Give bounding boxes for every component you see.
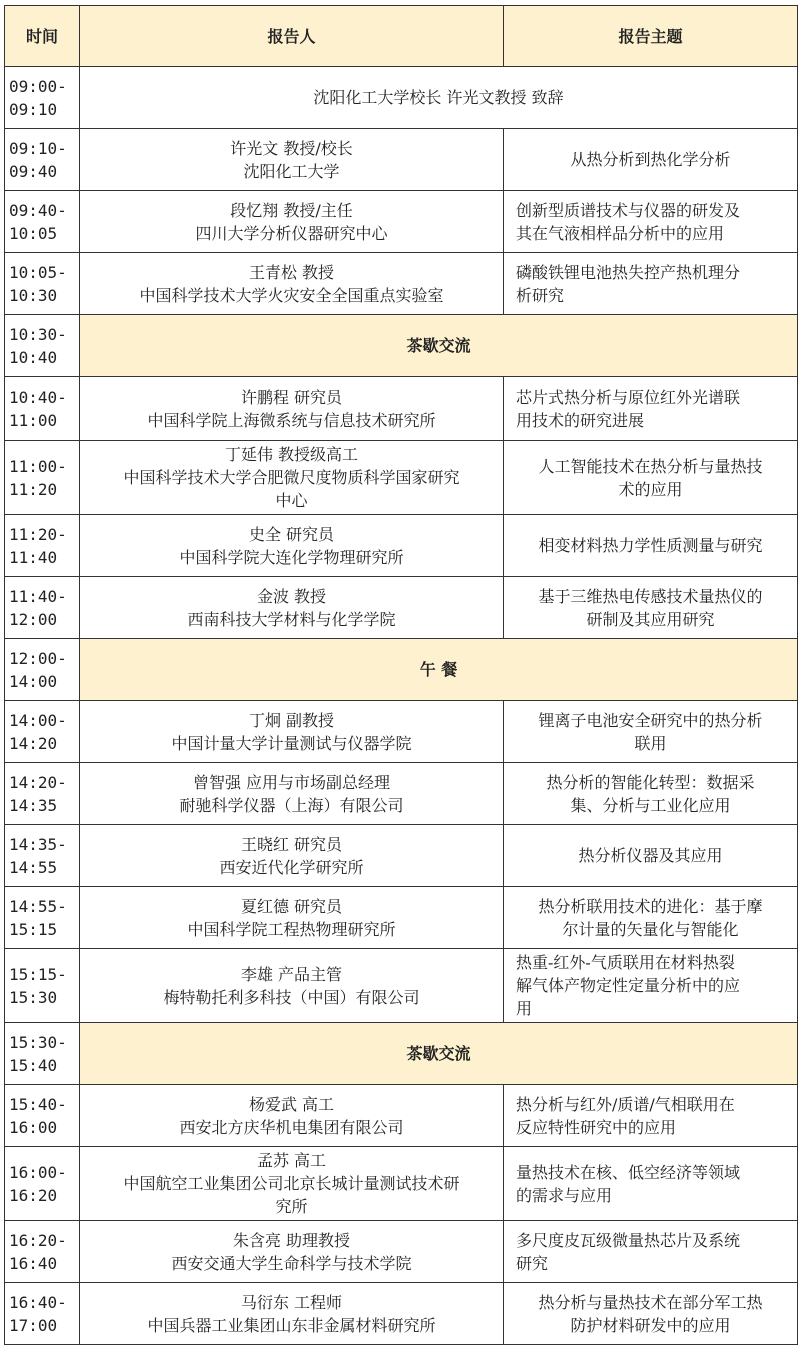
topic-cell — [504, 577, 798, 639]
speaker-line: 许光文 教授/校长 — [230, 138, 353, 158]
speaker-line: 丁炯 副教授 — [248, 710, 335, 730]
time-line: 14:20- — [9, 772, 67, 792]
topic-cell — [504, 825, 798, 887]
speaker-line: 四川大学分析仪器研究中心 — [195, 223, 388, 243]
speaker-line: 许鹏程 研究员 — [240, 387, 343, 407]
topic-line: 热分析仪器及其应用 — [578, 846, 723, 865]
topic-line: 热重-红外-气质联用在材料热裂 — [516, 953, 735, 972]
time-line: 12:00 — [9, 609, 58, 629]
speaker-line: 李雄 产品主管 — [240, 964, 343, 984]
header-topic: 报告主题 — [504, 6, 798, 67]
speaker-line: 耐驰科学仪器（上海）有限公司 — [179, 795, 404, 815]
topic-line: 反应特性研究中的应用 — [516, 1117, 677, 1137]
topic-line: 量热技术在核、低空经济等领域 — [516, 1162, 741, 1182]
topic-cell — [504, 377, 798, 441]
time-cell — [5, 1085, 80, 1147]
speaker-line: 西安交通大学生命科学与技术学院 — [171, 1253, 412, 1273]
table-row — [5, 377, 798, 441]
time-line: 15:15- — [9, 964, 67, 984]
speaker-line: 中国航空工业集团公司北京长城计量测试技术研 — [123, 1174, 460, 1193]
topic-line: 用 — [516, 999, 533, 1018]
time-cell — [5, 377, 80, 441]
speaker-cell — [80, 253, 504, 315]
topic-cell — [504, 515, 798, 577]
table-row — [5, 577, 798, 639]
topic-line: 相变材料热力学性质测量与研究 — [538, 536, 763, 555]
speaker-cell — [80, 377, 504, 441]
table-row — [5, 949, 798, 1023]
table-row — [5, 701, 798, 763]
topic-line: 用技术的研究进展 — [516, 410, 645, 430]
time-line: 10:05- — [9, 262, 67, 282]
topic-line: 热分析与红外/质谱/气相联用在 — [516, 1094, 735, 1114]
time-line: 09:40 — [9, 161, 58, 181]
speaker-line: 夏红德 研究员 — [240, 896, 343, 916]
table-row — [5, 1085, 798, 1147]
topic-line: 防护材料研发中的应用 — [570, 1315, 731, 1335]
topic-cell — [504, 129, 798, 191]
speaker-line: 孟苏 高工 — [256, 1151, 327, 1170]
table-row — [5, 67, 798, 129]
time-line: 11:40 — [9, 547, 58, 567]
topic-cell — [504, 1221, 798, 1283]
topic-line: 从热分析到热化学分析 — [570, 150, 731, 169]
table-row — [5, 825, 798, 887]
break-label: 茶歇交流 — [80, 315, 798, 377]
table-row — [5, 1221, 798, 1283]
speaker-cell — [80, 1283, 504, 1345]
speaker-line: 中国科学院大连化学物理研究所 — [179, 547, 404, 567]
time-line: 15:30- — [9, 1032, 67, 1052]
topic-cell — [504, 701, 798, 763]
speaker-cell — [80, 763, 504, 825]
time-cell — [5, 949, 80, 1023]
speaker-line: 王青松 教授 — [248, 262, 335, 282]
topic-line: 芯片式热分析与原位红外光谱联 — [516, 387, 741, 407]
time-line: 10:40 — [9, 347, 58, 367]
speaker-line: 西南科技大学材料与化学学院 — [187, 609, 396, 629]
topic-cell — [504, 949, 798, 1023]
topic-line: 尔计量的矢量化与智能化 — [562, 919, 739, 939]
speaker-cell — [80, 129, 504, 191]
time-line: 17:00 — [9, 1315, 58, 1335]
time-line: 09:40- — [9, 200, 67, 220]
topic-line: 锂离子电池安全研究中的热分析 — [538, 710, 763, 730]
time-line: 14:20 — [9, 733, 58, 753]
time-line: 12:00- — [9, 648, 67, 668]
time-line: 16:20 — [9, 1185, 58, 1205]
header-row — [5, 6, 798, 67]
topic-cell — [504, 887, 798, 949]
topic-line: 热分析联用技术的进化：基于摩 — [538, 896, 763, 916]
speaker-line: 中国科学院上海微系统与信息技术研究所 — [147, 410, 436, 430]
topic-line: 多尺度皮瓦级微量热芯片及系统 — [516, 1230, 741, 1250]
topic-line: 术的应用 — [618, 479, 683, 499]
time-line: 11:00- — [9, 456, 67, 476]
speaker-line: 梅特勒托利多科技（中国）有限公司 — [163, 987, 420, 1007]
time-line: 15:40 — [9, 1055, 58, 1075]
time-cell — [5, 191, 80, 253]
time-line: 15:30 — [9, 987, 58, 1007]
topic-line: 联用 — [634, 733, 667, 753]
topic-cell — [504, 763, 798, 825]
time-cell — [5, 129, 80, 191]
topic-line: 基于三维热电传感技术量热仪的 — [538, 586, 763, 606]
header-time: 时间 — [5, 6, 80, 67]
table-row — [5, 1147, 798, 1221]
time-line: 16:40- — [9, 1292, 67, 1312]
topic-cell — [504, 1085, 798, 1147]
time-line: 09:10 — [9, 99, 58, 119]
speaker-cell — [80, 515, 504, 577]
table-row — [5, 253, 798, 315]
time-line: 10:05 — [9, 223, 58, 243]
time-cell — [5, 253, 80, 315]
time-cell — [5, 441, 80, 515]
topic-line: 研制及其应用研究 — [586, 609, 715, 629]
time-line: 14:35 — [9, 795, 58, 815]
time-line: 10:30- — [9, 324, 67, 344]
topic-line: 研究 — [516, 1253, 549, 1273]
topic-cell — [504, 191, 798, 253]
speaker-line: 中心 — [275, 491, 308, 510]
schedule-body — [5, 67, 798, 1345]
time-line: 14:00 — [9, 671, 58, 691]
opening-remarks-cell: 沈阳化工大学校长 许光文教授 致辞 — [80, 67, 798, 129]
topic-cell — [504, 441, 798, 515]
time-cell — [5, 1283, 80, 1345]
speaker-cell — [80, 577, 504, 639]
time-line: 09:10- — [9, 138, 67, 158]
topic-line: 磷酸铁锂电池热失控产热机理分 — [516, 262, 741, 282]
time-line: 16:40 — [9, 1253, 58, 1273]
speaker-line: 中国科学院工程热物理研究所 — [187, 919, 396, 939]
break-label: 茶歇交流 — [80, 1023, 798, 1085]
time-cell — [5, 763, 80, 825]
break-row — [5, 639, 798, 701]
time-cell — [5, 701, 80, 763]
speaker-line: 中国兵器工业集团山东非金属材料研究所 — [147, 1315, 436, 1335]
topic-line: 析研究 — [516, 285, 565, 305]
topic-line: 热分析的智能化转型：数据采 — [546, 772, 755, 792]
time-line: 11:00 — [9, 410, 58, 430]
time-line: 14:35- — [9, 834, 67, 854]
topic-cell — [504, 1147, 798, 1221]
topic-line: 人工智能技术在热分析与量热技 — [538, 456, 763, 476]
time-line: 11:40- — [9, 586, 67, 606]
table-row — [5, 441, 798, 515]
time-line: 16:00- — [9, 1162, 67, 1182]
speaker-line: 金波 教授 — [256, 586, 327, 606]
speaker-line: 中国计量大学计量测试与仪器学院 — [171, 733, 412, 753]
speaker-line: 西安北方庆华机电集团有限公司 — [179, 1117, 404, 1137]
topic-line: 的需求与应用 — [516, 1185, 613, 1205]
speaker-cell — [80, 887, 504, 949]
header-speaker: 报告人 — [80, 6, 504, 67]
time-line: 10:30 — [9, 285, 58, 305]
table-row — [5, 1283, 798, 1345]
break-label: 午 餐 — [80, 639, 798, 701]
speaker-line: 丁延伟 教授级高工 — [224, 445, 359, 464]
time-cell — [5, 887, 80, 949]
speaker-line: 马衍东 工程师 — [240, 1292, 343, 1312]
time-line: 14:00- — [9, 710, 67, 730]
time-cell — [5, 639, 80, 701]
topic-line: 创新型质谱技术与仪器的研发及 — [516, 200, 741, 220]
topic-line: 集、分析与工业化应用 — [570, 795, 731, 815]
time-cell — [5, 825, 80, 887]
speaker-line: 段忆翔 教授/主任 — [230, 200, 353, 220]
time-line: 14:55- — [9, 896, 67, 916]
topic-line: 其在气液相样品分析中的应用 — [516, 223, 725, 243]
speaker-line: 王晓红 研究员 — [240, 834, 343, 854]
time-line: 16:20- — [9, 1230, 67, 1250]
speaker-cell — [80, 1221, 504, 1283]
break-row — [5, 315, 798, 377]
speaker-cell — [80, 191, 504, 253]
time-line: 10:40- — [9, 387, 67, 407]
table-row — [5, 887, 798, 949]
speaker-cell — [80, 825, 504, 887]
speaker-line: 中国科学技术大学火灾安全全国重点实验室 — [139, 285, 444, 305]
speaker-line: 曾智强 应用与市场副总经理 — [192, 772, 391, 792]
speaker-line: 中国科学技术大学合肥微尺度物质科学国家研究 — [123, 468, 460, 487]
time-line: 11:20 — [9, 479, 58, 499]
time-cell — [5, 315, 80, 377]
speaker-cell — [80, 1085, 504, 1147]
time-line: 09:00- — [9, 76, 67, 96]
time-line: 16:00 — [9, 1117, 58, 1137]
time-cell — [5, 67, 80, 129]
topic-line: 热分析与量热技术在部分军工热 — [538, 1292, 763, 1312]
time-cell — [5, 1147, 80, 1221]
speaker-cell — [80, 1147, 504, 1221]
speaker-line: 西安近代化学研究所 — [219, 857, 364, 877]
time-line: 14:55 — [9, 857, 58, 877]
time-cell — [5, 577, 80, 639]
time-cell — [5, 515, 80, 577]
speaker-line: 史全 研究员 — [248, 524, 335, 544]
table-row — [5, 515, 798, 577]
topic-cell — [504, 1283, 798, 1345]
speaker-cell — [80, 441, 504, 515]
topic-line: 解气体产物定性定量分析中的应 — [516, 976, 741, 995]
table-row — [5, 129, 798, 191]
time-line: 15:40- — [9, 1094, 67, 1114]
time-line: 15:15 — [9, 919, 58, 939]
time-cell — [5, 1023, 80, 1085]
topic-cell — [504, 253, 798, 315]
time-cell — [5, 1221, 80, 1283]
time-line: 11:20- — [9, 524, 67, 544]
break-row — [5, 1023, 798, 1085]
speaker-line: 杨爱武 高工 — [248, 1094, 335, 1114]
table-row — [5, 191, 798, 253]
schedule-table — [4, 5, 798, 1345]
speaker-line: 究所 — [275, 1197, 308, 1216]
speaker-cell — [80, 949, 504, 1023]
speaker-line: 沈阳化工大学 — [243, 161, 340, 181]
speaker-cell — [80, 701, 504, 763]
table-row — [5, 763, 798, 825]
speaker-line: 朱含亮 助理教授 — [232, 1230, 351, 1250]
